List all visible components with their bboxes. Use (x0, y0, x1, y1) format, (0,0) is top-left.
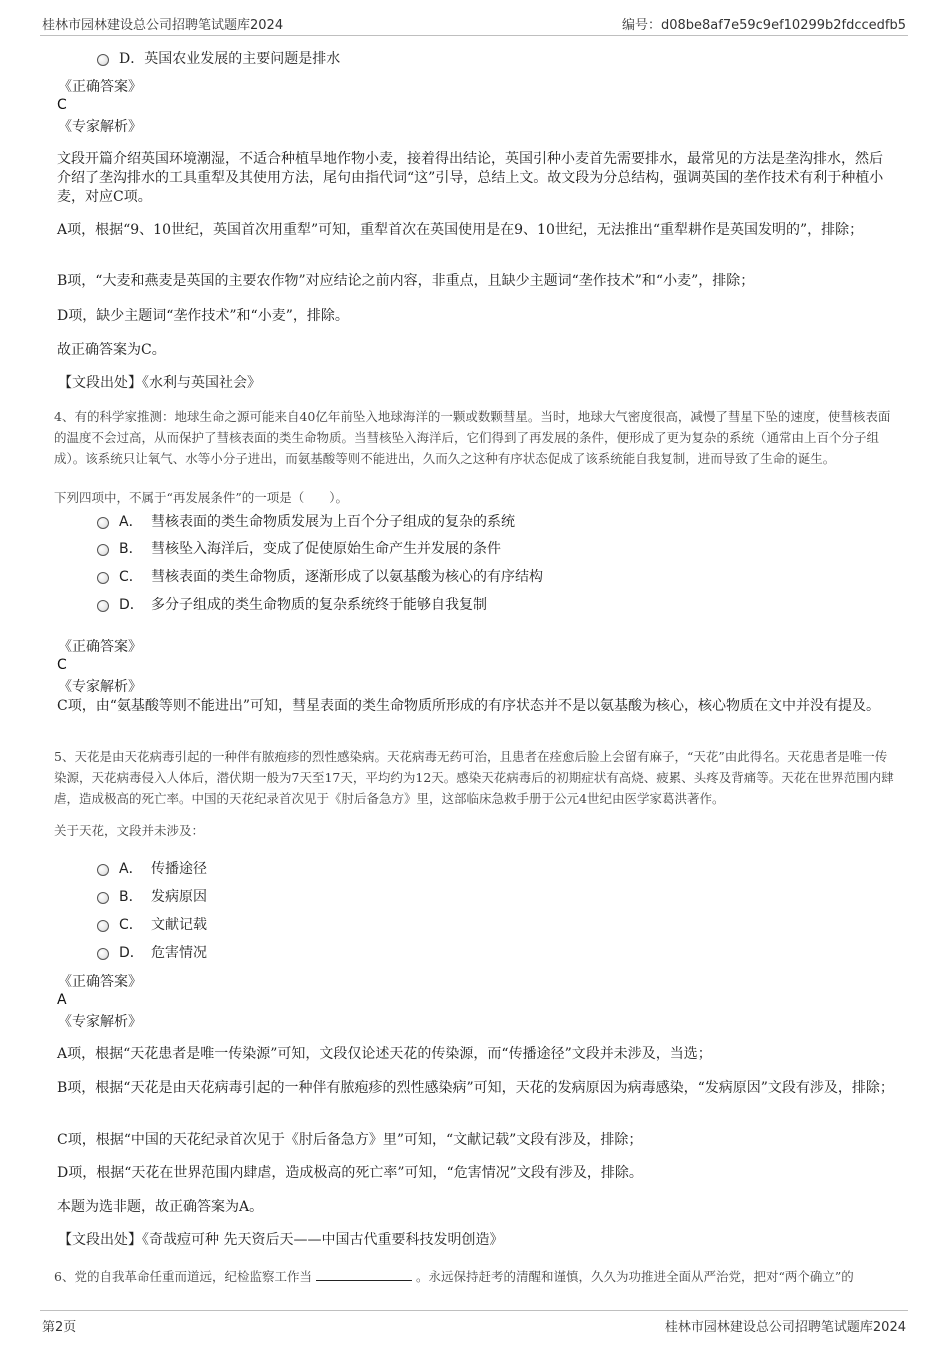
analysis-paragraph: D项，缺少主题词“垄作技术”和“小麦”，排除。 (57, 308, 349, 324)
q4-option-d[interactable] (97, 594, 487, 614)
radio-icon[interactable] (97, 600, 109, 612)
option-label: B． (119, 541, 143, 557)
radio-icon[interactable] (97, 544, 109, 556)
page-number: 第2页 (42, 1320, 77, 1335)
option-text: 发病原因 (151, 889, 207, 905)
analysis-conclusion: 故正确答案为C。 (57, 342, 166, 358)
analysis-paragraph: B项，根据“天花是由天花病毒引起的一种伴有脓疱疹的烈性感染病”可知，天花的发病原因为病毒感染，“发病原因”文段有涉及，排除； (57, 1080, 894, 1096)
q5-option-c[interactable] (97, 914, 207, 934)
question-prompt: 关于天花，文段并未涉及： (54, 823, 205, 838)
analysis-label: 《专家解析》 (58, 1014, 142, 1030)
analysis-paragraph: A项，根据“天花患者是唯一传染源”可知，文段仅论述天花的传染源，而“传播途径”文段并未涉及，当选； (57, 1046, 712, 1062)
analysis-conclusion: 本题为选非题，故正确答案为A。 (57, 1199, 264, 1215)
q3-option-d[interactable] (97, 48, 340, 68)
option-text: D．英国农业发展的主要问题是排水 (119, 51, 341, 67)
option-text: 彗核表面的类生命物质，逐渐形成了以氨基酸为核心的有序结构 (151, 569, 543, 585)
header-title: 桂林市园林建设总公司招聘笔试题库2024 (42, 18, 284, 33)
footer-title: 桂林市园林建设总公司招聘笔试题库2024 (664, 1320, 906, 1335)
analysis-paragraph: D项，根据“天花在世界范围内肆虐，造成极高的死亡率”可知，“危害情况”文段有涉及，排除。 (57, 1165, 643, 1181)
source-citation: 【文段出处】《奇哉痘可种 先天资后天——中国古代重要科技发明创造》 (58, 1232, 504, 1248)
option-label: D． (119, 597, 144, 613)
option-text: 多分子组成的类生命物质的复杂系统终于能够自我复制 (151, 597, 487, 613)
header-code (622, 14, 906, 33)
source-citation: 【文段出处】《水利与英国社会》 (58, 375, 261, 391)
radio-icon[interactable] (97, 920, 109, 932)
option-text: 危害情况 (151, 945, 207, 961)
q5-option-b[interactable] (97, 886, 207, 906)
option-label: A． (119, 514, 143, 530)
q4-option-b[interactable] (97, 538, 501, 558)
analysis-paragraph: C项，根据“中国的天花纪录首次见于《肘后备急方》里”可知，“文献记载”文段有涉及，排除； (57, 1132, 643, 1148)
analysis-paragraph: 文段开篇介绍英国环境潮湿，不适合种植旱地作物小麦，接着得出结论，英国引种小麦首先需要排水，最常见的方法是垄沟排水，然后介绍了垄沟排水的工具重犁及其使用方法，尾句由指代词“这”引导，总结上文。故文段为分总结构，强调英国的垄作技术有利于种植小麦，对应C项。 (57, 151, 884, 205)
option-label: C． (119, 917, 143, 933)
analysis-paragraph: A项，根据“9、10世纪，英国首次用重犁”可知，重犁首次在英国使用是在9、10世纪，无法推出“重犁耕作是英国发明的”，排除； (57, 222, 864, 238)
question-prompt: 下列四项中，不属于“再发展条件”的一项是（ ）。 (54, 490, 349, 505)
option-text: 传播途径 (151, 861, 207, 877)
radio-icon[interactable] (97, 572, 109, 584)
answer-label: 《正确答案》 (58, 974, 142, 990)
analysis-paragraph: B项，“大麦和燕麦是英国的主要农作物”对应结论之前内容，非重点，且缺少主题词“垄作技术”和“小麦”，排除； (57, 273, 755, 289)
footer-divider (40, 1310, 908, 1311)
analysis-label: 《专家解析》 (58, 119, 142, 135)
question-stem: 4、有的科学家推测：地球生命之源可能来自40亿年前坠入地球海洋的一颗或数颗彗星。当时，地球大气密度很高，减慢了彗星下坠的速度，使彗核表面的温度不会过高，从而保护了彗核表面的类生命物质。当彗核坠入海洋后，它们得到了再发展的条件，便形成了更为复杂的系统（通常由上百个分子组成）。该系统只让氧气、水等小分子进出，而氨基酸等则不能进出，久而久之这种有序状态促成了该系统能自我复制，进而导致了生命的诞生。 (54, 409, 891, 466)
header-code-value: d08be8af7e59c9ef10299b2fdccedfb5 (660, 18, 906, 33)
radio-icon[interactable] (97, 54, 109, 66)
q5-option-d[interactable] (97, 942, 207, 962)
answer-value: C (57, 657, 67, 673)
question-stem (54, 1266, 904, 1287)
answer-value: C (57, 97, 67, 113)
q5-option-a[interactable] (97, 858, 207, 878)
answer-value: A (57, 992, 67, 1008)
stem-text: 。永远保持赶考的清醒和谨慎，久久为功推进全面从严治党，把对“两个确立”的 (415, 1269, 854, 1284)
radio-icon[interactable] (97, 948, 109, 960)
option-text: 彗核表面的类生命物质发展为上百个分子组成的复杂的系统 (151, 514, 515, 530)
stem-text: 6、党的自我革命任重而道远，纪检监察工作当 (54, 1269, 312, 1284)
question-stem: 5、天花是由天花病毒引起的一种伴有脓疱疹的烈性感染病。天花病毒无药可治，且患者在痊愈后脸上会留有麻子，“天花”由此得名。天花患者是唯一传染源，天花病毒侵入人体后，潜伏期一般为7天至17天，平均约为12天。感染天花病毒后的初期症状有高烧、疲累、头疼及背痛等。天花在世界范围内肆虐，造成极高的死亡率。中国的天花纪录首次见于《肘后备急方》里，这部临床急救手册于公元4世纪由医学家葛洪著作。 (54, 749, 894, 806)
analysis-label: 《专家解析》 (58, 679, 142, 695)
q4-option-a[interactable] (97, 511, 515, 531)
radio-icon[interactable] (97, 864, 109, 876)
option-label: B． (119, 889, 143, 905)
option-label: D． (119, 945, 144, 961)
option-label: A． (119, 861, 143, 877)
answer-label: 《正确答案》 (58, 79, 142, 95)
option-text: 文献记载 (151, 917, 207, 933)
fill-in-blank[interactable] (316, 1268, 412, 1281)
radio-icon[interactable] (97, 517, 109, 529)
q4-option-c[interactable] (97, 566, 543, 586)
analysis-paragraph: C项，由“氨基酸等则不能进出”可知，彗星表面的类生命物质所形成的有序状态并不是以氨基酸为核心，核心物质在文中并没有提及。 (57, 698, 881, 714)
header-divider (40, 35, 908, 36)
radio-icon[interactable] (97, 892, 109, 904)
header-code-label: 编号： (621, 18, 661, 33)
option-text: 彗核坠入海洋后，变成了促使原始生命产生并发展的条件 (151, 541, 501, 557)
answer-label: 《正确答案》 (58, 639, 142, 655)
option-label: C． (119, 569, 143, 585)
